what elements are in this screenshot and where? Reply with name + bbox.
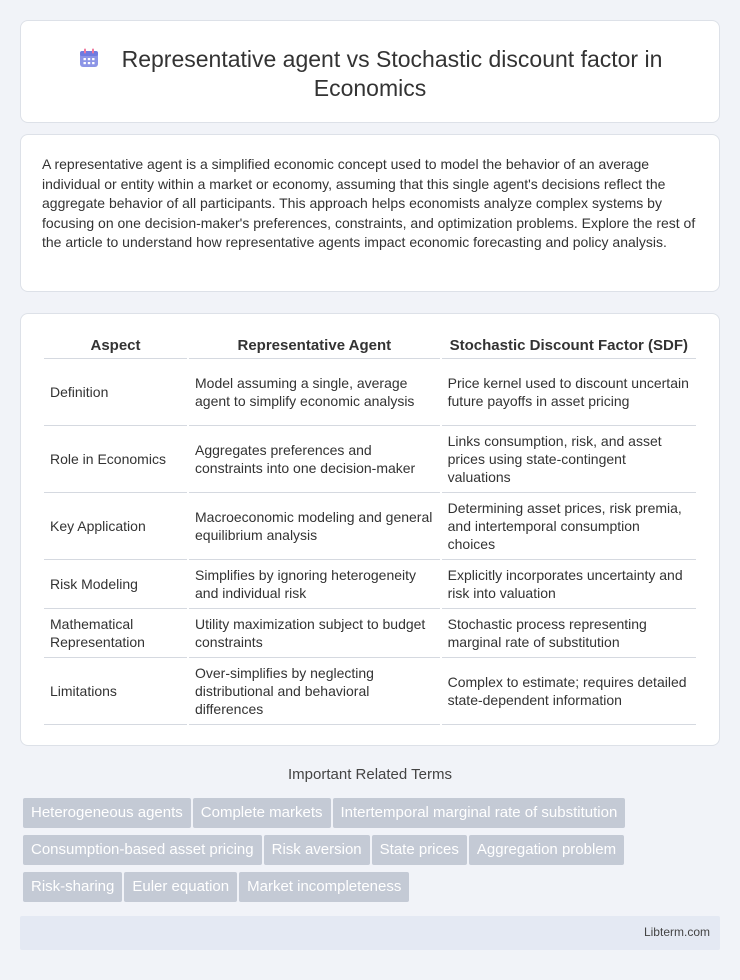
table-row bbox=[44, 493, 696, 560]
row-sdf: Complex to estimate; requires detailed state-dependent information bbox=[442, 658, 696, 725]
row-aspect: Risk Modeling bbox=[44, 560, 187, 609]
related-terms-list bbox=[23, 798, 723, 909]
title-card bbox=[20, 20, 720, 123]
related-term-tag[interactable]: Aggregation problem bbox=[469, 835, 624, 865]
row-representative-agent: Utility maximization subject to budget constraints bbox=[189, 609, 440, 658]
table-row bbox=[44, 658, 696, 725]
related-term-tag[interactable]: Complete markets bbox=[193, 798, 331, 828]
row-sdf: Determining asset prices, risk premia, and intertemporal consumption choices bbox=[442, 493, 696, 560]
row-representative-agent: Simplifies by ignoring heterogeneity and individual risk bbox=[189, 560, 440, 609]
row-aspect: Mathematical Representation bbox=[44, 609, 187, 658]
related-term-tag[interactable]: Consumption-based asset pricing bbox=[23, 835, 262, 865]
row-sdf: Links consumption, risk, and asset prices using state-contingent valuations bbox=[442, 426, 696, 493]
table-row bbox=[44, 560, 696, 609]
table-row bbox=[44, 609, 696, 658]
row-sdf: Price kernel used to discount uncertain future payoffs in asset pricing bbox=[442, 359, 696, 426]
table-row bbox=[44, 359, 696, 426]
intro-card bbox=[20, 134, 720, 292]
footer-site-link[interactable]: Libterm.com bbox=[643, 925, 710, 939]
header-sdf: Stochastic Discount Factor (SDF) bbox=[442, 334, 696, 359]
related-term-tag[interactable]: State prices bbox=[372, 835, 467, 865]
page-title-wrap bbox=[21, 45, 719, 103]
intro-paragraph: A representative agent is a simplified economic concept used to model the behavior of an average individual or entity within a market or economy, assuming that this single agent's decisions reflect the aggregate behavior of all participants. This approach helps economists analyze complex systems by focusing on one decision-maker's preferences, constraints, and optimization problems. Explore the rest of the article to understand how representative agents impact economic forecasting and policy analysis. bbox=[42, 156, 696, 250]
page-title: Representative agent vs Stochastic discount factor in Economics bbox=[121, 46, 663, 101]
related-term-tag[interactable]: Intertemporal marginal rate of substitution bbox=[333, 798, 626, 828]
related-terms-title: Important Related Terms bbox=[288, 766, 452, 783]
header-representative-agent: Representative Agent bbox=[189, 334, 440, 359]
row-aspect: Limitations bbox=[44, 658, 187, 725]
row-aspect: Definition bbox=[44, 359, 187, 426]
row-aspect: Role in Economics bbox=[44, 426, 187, 493]
related-term-tag[interactable]: Risk-sharing bbox=[23, 872, 122, 902]
related-term-tag[interactable]: Risk aversion bbox=[264, 835, 370, 865]
row-representative-agent: Macroeconomic modeling and general equilibrium analysis bbox=[189, 493, 440, 560]
row-representative-agent: Aggregates preferences and constraints into one decision-maker bbox=[189, 426, 440, 493]
row-sdf: Explicitly incorporates uncertainty and risk into valuation bbox=[442, 560, 696, 609]
related-term-tag[interactable]: Market incompleteness bbox=[239, 872, 409, 902]
row-sdf: Stochastic process representing marginal rate of substitution bbox=[442, 609, 696, 658]
header-aspect: Aspect bbox=[44, 334, 187, 359]
row-representative-agent: Model assuming a single, average agent to simplify economic analysis bbox=[189, 359, 440, 426]
row-aspect: Key Application bbox=[44, 493, 187, 560]
footer bbox=[20, 916, 720, 950]
table-row bbox=[44, 426, 696, 493]
related-term-tag[interactable]: Heterogeneous agents bbox=[23, 798, 191, 828]
comparison-card bbox=[20, 313, 720, 746]
row-representative-agent: Over-simplifies by neglecting distributional and behavioral differences bbox=[189, 658, 440, 725]
calendar-icon bbox=[78, 47, 100, 69]
related-term-tag[interactable]: Euler equation bbox=[124, 872, 237, 902]
table-header-row bbox=[44, 334, 696, 359]
comparison-table bbox=[42, 334, 698, 725]
